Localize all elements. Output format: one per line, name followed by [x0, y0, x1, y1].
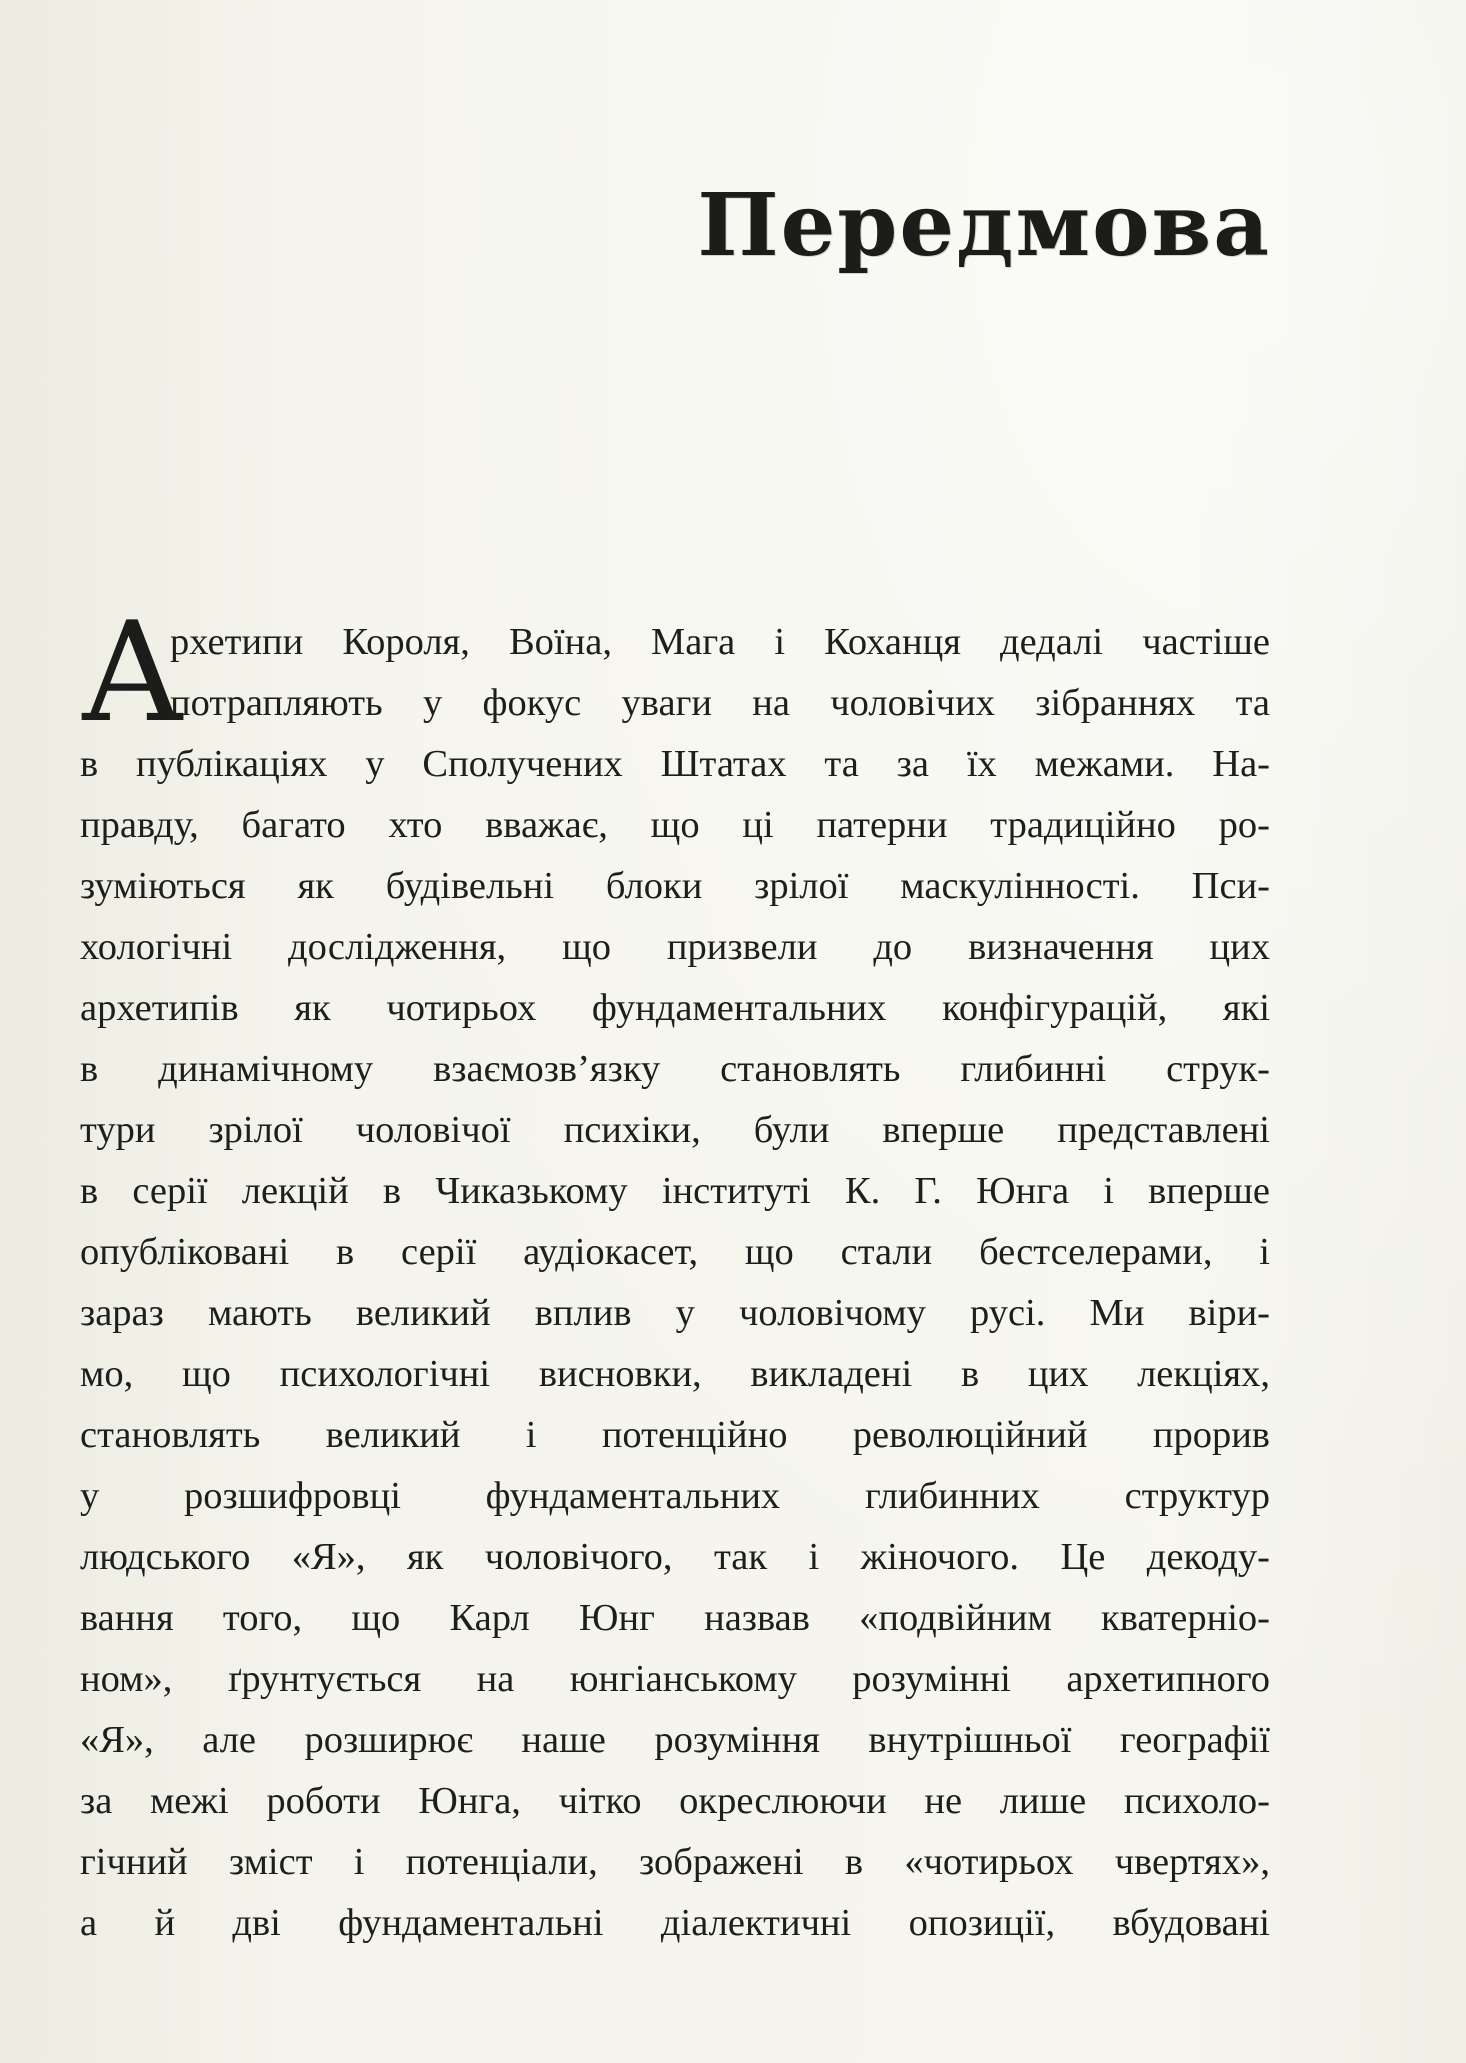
body-text	[80, 612, 1270, 1954]
text-line: тури зрілої чоловічої психіки, були вперше представлені	[80, 1109, 1270, 1151]
text-line: людського «Я», як чоловічого, так і жіночого. Це декоду-	[80, 1536, 1270, 1578]
text-line: опубліковані в серії аудіокасет, що стали бестселерами, і	[80, 1231, 1270, 1273]
text-line: ном», ґрунтується на юнгіанському розумінні архетипного	[80, 1658, 1270, 1700]
text-line: рхетипи Короля, Воїна, Мага і Коханця дедалі частіше	[170, 621, 1270, 663]
text-line: в публікаціях у Сполучених Штатах та за їх межами. На-	[80, 743, 1270, 785]
text-line: вання того, що Карл Юнг назвав «подвійним кватерніо-	[80, 1597, 1270, 1639]
text-line: за межі роботи Юнга, чітко окреслюючи не лише психоло-	[80, 1780, 1270, 1822]
text-line: хологічні дослідження, що призвели до визначення цих	[80, 926, 1270, 968]
text-line: в серії лекцій в Чиказькому інституті К. Г. Юнга і вперше	[80, 1170, 1270, 1212]
text-line: «Я», але розширює наше розуміння внутрішньої географії	[80, 1719, 1270, 1761]
text-line: мо, що психологічні висновки, викладені в цих лекціях,	[80, 1353, 1270, 1395]
text-line: правду, багато хто вважає, що ці патерни традиційно ро-	[80, 804, 1270, 846]
text-line: а й дві фундаментальні діалектичні опозиції, вбудовані	[80, 1902, 1270, 1944]
text-line: становлять великий і потенційно революційний прорив	[80, 1414, 1270, 1456]
text-line: гічний зміст і потенціали, зображені в «чотирьох чвертях»,	[80, 1841, 1270, 1883]
page-title: Передмова	[697, 175, 1271, 276]
text-line: зуміються як будівельні блоки зрілої маскулінності. Пси-	[80, 865, 1270, 907]
text-line: у розшифровці фундаментальних глибинних структур	[80, 1475, 1270, 1517]
text-line: архетипів як чотирьох фундаментальних конфігурацій, які	[80, 987, 1270, 1029]
text-line: в динамічному взаємозв’язку становлять глибинні струк-	[80, 1048, 1270, 1090]
text-line: потрапляють у фокус уваги на чоловічих зібраннях та	[170, 682, 1270, 724]
drop-cap: А	[80, 592, 185, 753]
text-line: зараз мають великий вплив у чоловічому русі. Ми віри-	[80, 1292, 1270, 1334]
